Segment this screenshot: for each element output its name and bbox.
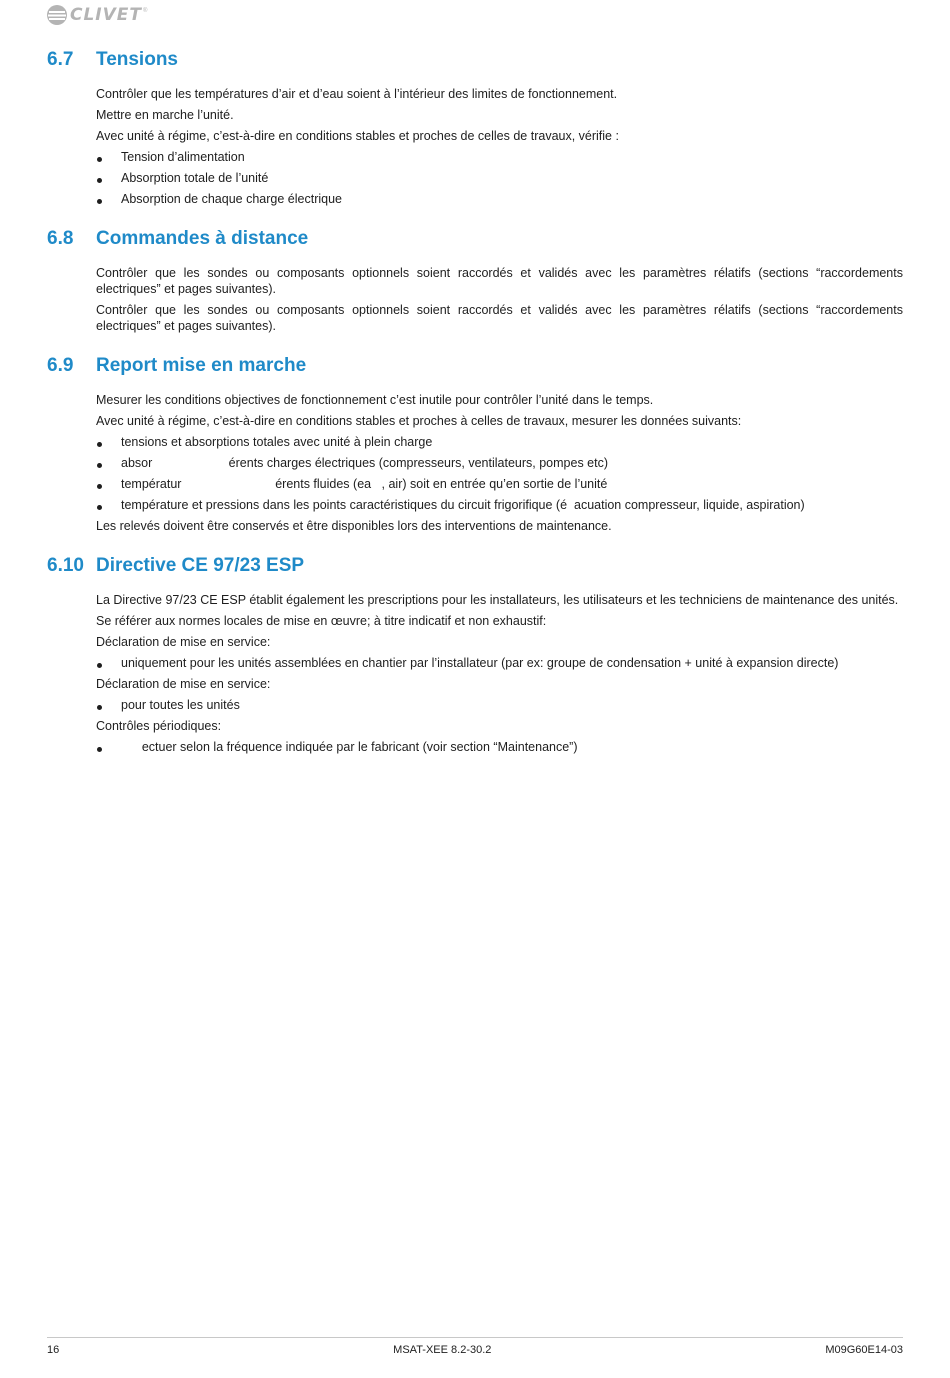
section-title: Tensions	[96, 49, 178, 70]
list-item: absor érents charges électriques (compresseurs, ventilateurs, pompes etc)	[96, 455, 903, 471]
paragraph: La Directive 97/23 CE ESP établit également les prescriptions pour les installateurs, les utilisateurs et les techniciens de maintenance des unités.	[96, 593, 899, 607]
section-body	[96, 265, 903, 334]
logo-wordmark: CLIVET	[70, 5, 142, 25]
list-item: Tension d’alimentation	[96, 149, 903, 165]
list-item: températur érents fluides (ea , air) soit en entrée qu’en sortie de l’unité	[96, 476, 903, 492]
paragraph: Mettre en marche l’unité.	[96, 108, 234, 122]
section-title: Commandes à distance	[96, 228, 309, 249]
list-item: Absorption totale de l’unité	[96, 170, 903, 186]
list-item: pour toutes les unités	[96, 697, 903, 713]
list-item: température et pressions dans les points caractéristiques du circuit frigorifique (é acuation compresseur, liquide, aspiration)	[96, 497, 903, 513]
paragraph: Se référer aux normes locales de mise en œuvre; à titre indicatif et non exhaustif:	[96, 614, 547, 628]
section-number: 6.7	[47, 49, 74, 70]
paragraph: Avec unité à régime, c’est-à-dire en conditions stables et proches de celles de travaux, vérifie :	[96, 129, 619, 143]
section-6-8	[47, 227, 903, 334]
clivet-logo-icon	[47, 4, 67, 26]
paragraph: Mesurer les conditions objectives de fonctionnement c’est inutile pour contrôler l’unité dans le temps.	[96, 393, 654, 407]
bullet-list	[96, 149, 903, 207]
section-heading	[47, 48, 903, 72]
paragraph: Avec unité à régime, c’est-à-dire en conditions stables et proches à celles de travaux, mesurer les données suivants:	[96, 414, 742, 428]
section-heading	[47, 554, 903, 578]
section-heading	[47, 227, 903, 251]
section-body	[96, 592, 903, 755]
section-heading	[47, 354, 903, 378]
footer-divider	[47, 1337, 903, 1338]
list-item: uniquement pour les unités assemblées en chantier par l’installateur (par ex: groupe de condensation + unité à expansion directe)	[96, 655, 903, 671]
section-body	[96, 86, 903, 207]
paragraph: Contrôles périodiques:	[96, 719, 222, 733]
section-number: 6.9	[47, 355, 74, 376]
document-code: M09G60E14-03	[825, 1344, 903, 1356]
bullet-list	[96, 739, 903, 755]
page-number: 16	[47, 1344, 60, 1356]
section-number: 6.10	[47, 555, 84, 576]
section-6-10	[47, 554, 903, 755]
list-item: ectuer selon la fréquence indiquée par le fabricant (voir section “Maintenance”)	[96, 739, 903, 755]
page-content	[47, 48, 903, 775]
section-number: 6.8	[47, 228, 74, 249]
list-item: tensions et absorptions totales avec unité à plein charge	[96, 434, 903, 450]
registered-mark: ®	[143, 8, 148, 14]
paragraph: Déclaration de mise en service:	[96, 677, 271, 691]
paragraph: Les relevés doivent être conservés et être disponibles lors des interventions de maintenance.	[96, 519, 612, 533]
section-6-9	[47, 354, 903, 534]
page-footer	[47, 1344, 903, 1356]
list-item: Absorption de chaque charge électrique	[96, 191, 903, 207]
paragraph: Déclaration de mise en service:	[96, 635, 271, 649]
paragraph: Contrôler que les sondes ou composants optionnels soient raccordés et validés avec les paramètres rélatifs (sections “raccordements electriques” et pages suivantes).	[96, 266, 903, 296]
bullet-list	[96, 655, 903, 671]
paragraph: Contrôler que les températures d’air et d’eau soient à l’intérieur des limites de fonctionnement.	[96, 87, 618, 101]
paragraph: Contrôler que les sondes ou composants optionnels soient raccordés et validés avec les paramètres rélatifs (sections “raccordements electriques” et pages suivantes).	[96, 303, 903, 333]
bullet-list	[96, 697, 903, 713]
model-name: MSAT-XEE 8.2-30.2	[393, 1344, 492, 1356]
section-title: Directive CE 97/23 ESP	[96, 555, 305, 576]
section-6-7	[47, 48, 903, 207]
section-body	[96, 392, 903, 534]
section-title: Report mise en marche	[96, 355, 307, 376]
clivet-logo	[47, 4, 147, 26]
bullet-list	[96, 434, 903, 513]
